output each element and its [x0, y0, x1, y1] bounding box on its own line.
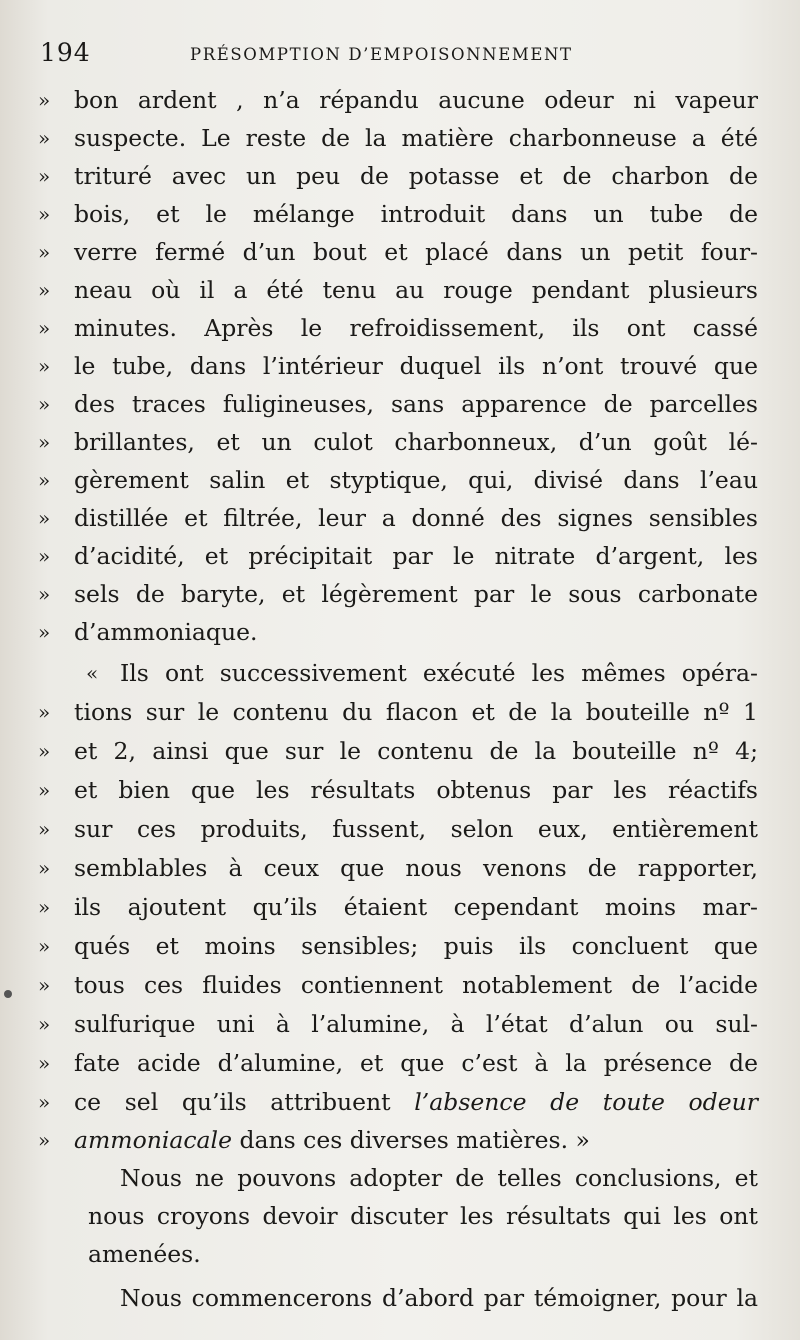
line-text: d’ammoniaque.: [74, 618, 258, 646]
text-line: [0, 158, 800, 194]
guillemet: »: [38, 316, 51, 340]
running-head: PRÉSOMPTION D’EMPOISONNEMENT: [190, 45, 573, 64]
line-text: d’acidité, et précipitait par le nitrate d’argent, les: [74, 542, 758, 570]
line-text: verre fermé d’un bout et placé dans un petit four-: [74, 238, 758, 266]
text-line: [0, 576, 800, 612]
guillemet: »: [38, 895, 51, 919]
text-line: [0, 1006, 800, 1042]
guillemet: »: [38, 1090, 51, 1114]
line-text: et 2, ainsi que sur le contenu de la bouteille nº 4;: [74, 737, 758, 765]
text-line: [0, 1160, 800, 1196]
guillemet: »: [38, 973, 51, 997]
line-text: et bien que les résultats obtenus par les réactifs: [74, 776, 758, 804]
text-line: [0, 120, 800, 156]
text-line: [0, 733, 800, 769]
line-text: nous croyons devoir discuter les résultats qui les ont: [88, 1202, 758, 1230]
page-header: [40, 36, 760, 76]
text-line: [0, 386, 800, 422]
text-line: [0, 1280, 800, 1316]
line-text: le tube, dans l’intérieur duquel ils n’ont trouvé que: [74, 352, 758, 380]
line-text: sulfurique uni à l’alumine, à l’état d’alun ou sul-: [74, 1010, 758, 1038]
guillemet: »: [38, 817, 51, 841]
line-text: bois, et le mélange introduit dans un tube de: [74, 200, 758, 228]
line-text: bon ardent , n’a répandu aucune odeur ni vapeur: [74, 86, 758, 114]
guillemet: »: [38, 544, 51, 568]
guillemet: »: [38, 164, 51, 188]
line-text: ils ajoutent qu’ils étaient cependant moins mar-: [74, 893, 758, 921]
text-line: [0, 462, 800, 498]
line-text: amenées.: [88, 1240, 201, 1268]
line-text-italic: ammoniacale: [74, 1126, 232, 1154]
guillemet: »: [38, 1012, 51, 1036]
guillemet: »: [38, 278, 51, 302]
text-line: [0, 234, 800, 270]
guillemet: »: [38, 582, 51, 606]
guillemet: »: [38, 620, 51, 644]
text-line: [0, 1122, 800, 1158]
line-text: distillée et filtrée, leur a donné des signes sensibles: [74, 504, 758, 532]
text-line: [0, 500, 800, 536]
line-text: [74, 1084, 758, 1120]
text-line: [0, 811, 800, 847]
text-line: [0, 928, 800, 964]
line-text: qués et moins sensibles; puis ils concluent que: [74, 932, 758, 960]
guillemet: »: [38, 778, 51, 802]
guillemet: »: [38, 739, 51, 763]
text-line: [0, 850, 800, 886]
line-text: sels de baryte, et légèrement par le sous carbonate: [74, 580, 758, 608]
text-line: [0, 1198, 800, 1234]
guillemet: »: [38, 202, 51, 226]
guillemet: »: [38, 856, 51, 880]
guillemet: »: [38, 126, 51, 150]
text-line: [0, 967, 800, 1003]
line-text: suspecte. Le reste de la matière charbonneuse a été: [74, 124, 758, 152]
line-text: des traces fuligineuses, sans apparence de parcelles: [74, 390, 758, 418]
guillemet: »: [38, 1051, 51, 1075]
text-line: [0, 272, 800, 308]
text-line: [0, 348, 800, 384]
line-text: semblables à ceux que nous venons de rapporter,: [74, 854, 758, 882]
line-text-roman: dans ces diverses matières. »: [239, 1126, 590, 1154]
line-text-roman: ce sel qu’ils attribuent: [74, 1088, 391, 1116]
text-line: [0, 1045, 800, 1081]
guillemet: »: [38, 88, 51, 112]
ink-spot: [4, 990, 12, 998]
text-line: [0, 82, 800, 118]
text-line: [0, 310, 800, 346]
line-text: tous ces fluides contiennent notablement de l’acide: [74, 971, 758, 999]
text-line: [0, 694, 800, 730]
line-text: Nous commencerons d’abord par témoigner, pour la: [120, 1284, 758, 1312]
guillemet: »: [38, 468, 51, 492]
line-text: Ils ont successivement exécuté les mêmes opéra-: [120, 659, 758, 687]
line-text: gèrement salin et styptique, qui, divisé dans l’eau: [74, 466, 758, 494]
text-line: [0, 196, 800, 232]
guillemet: »: [38, 240, 51, 264]
line-text: [74, 1122, 590, 1158]
line-text: fate acide d’alumine, et que c’est à la présence de: [74, 1049, 758, 1077]
line-text: trituré avec un peu de potasse et de charbon de: [74, 162, 758, 190]
text-line: [0, 1084, 800, 1120]
guillemet: »: [38, 354, 51, 378]
line-text: neau où il a été tenu au rouge pendant plusieurs: [74, 276, 758, 304]
text-line: [0, 538, 800, 574]
line-text: tions sur le contenu du flacon et de la bouteille nº 1: [74, 698, 758, 726]
guillemet: «: [86, 661, 99, 685]
text-line: [0, 889, 800, 925]
guillemet: »: [38, 700, 51, 724]
text-line: [0, 1236, 800, 1272]
line-text-italic: l’absence de toute odeur: [414, 1088, 758, 1116]
guillemet: »: [38, 934, 51, 958]
line-text: Nous ne pouvons adopter de telles conclusions, et: [120, 1164, 758, 1192]
line-text: sur ces produits, fussent, selon eux, entièrement: [74, 815, 758, 843]
text-line: [0, 614, 800, 650]
guillemet: »: [38, 392, 51, 416]
page-number: 194: [40, 38, 91, 67]
text-line: [0, 772, 800, 808]
guillemet: »: [38, 506, 51, 530]
text-line: [0, 655, 800, 691]
guillemet: »: [38, 1128, 51, 1152]
line-text: brillantes, et un culot charbonneux, d’un goût lé-: [74, 428, 758, 456]
line-text: minutes. Après le refroidissement, ils ont cassé: [74, 314, 758, 342]
text-line: [0, 424, 800, 460]
guillemet: »: [38, 430, 51, 454]
